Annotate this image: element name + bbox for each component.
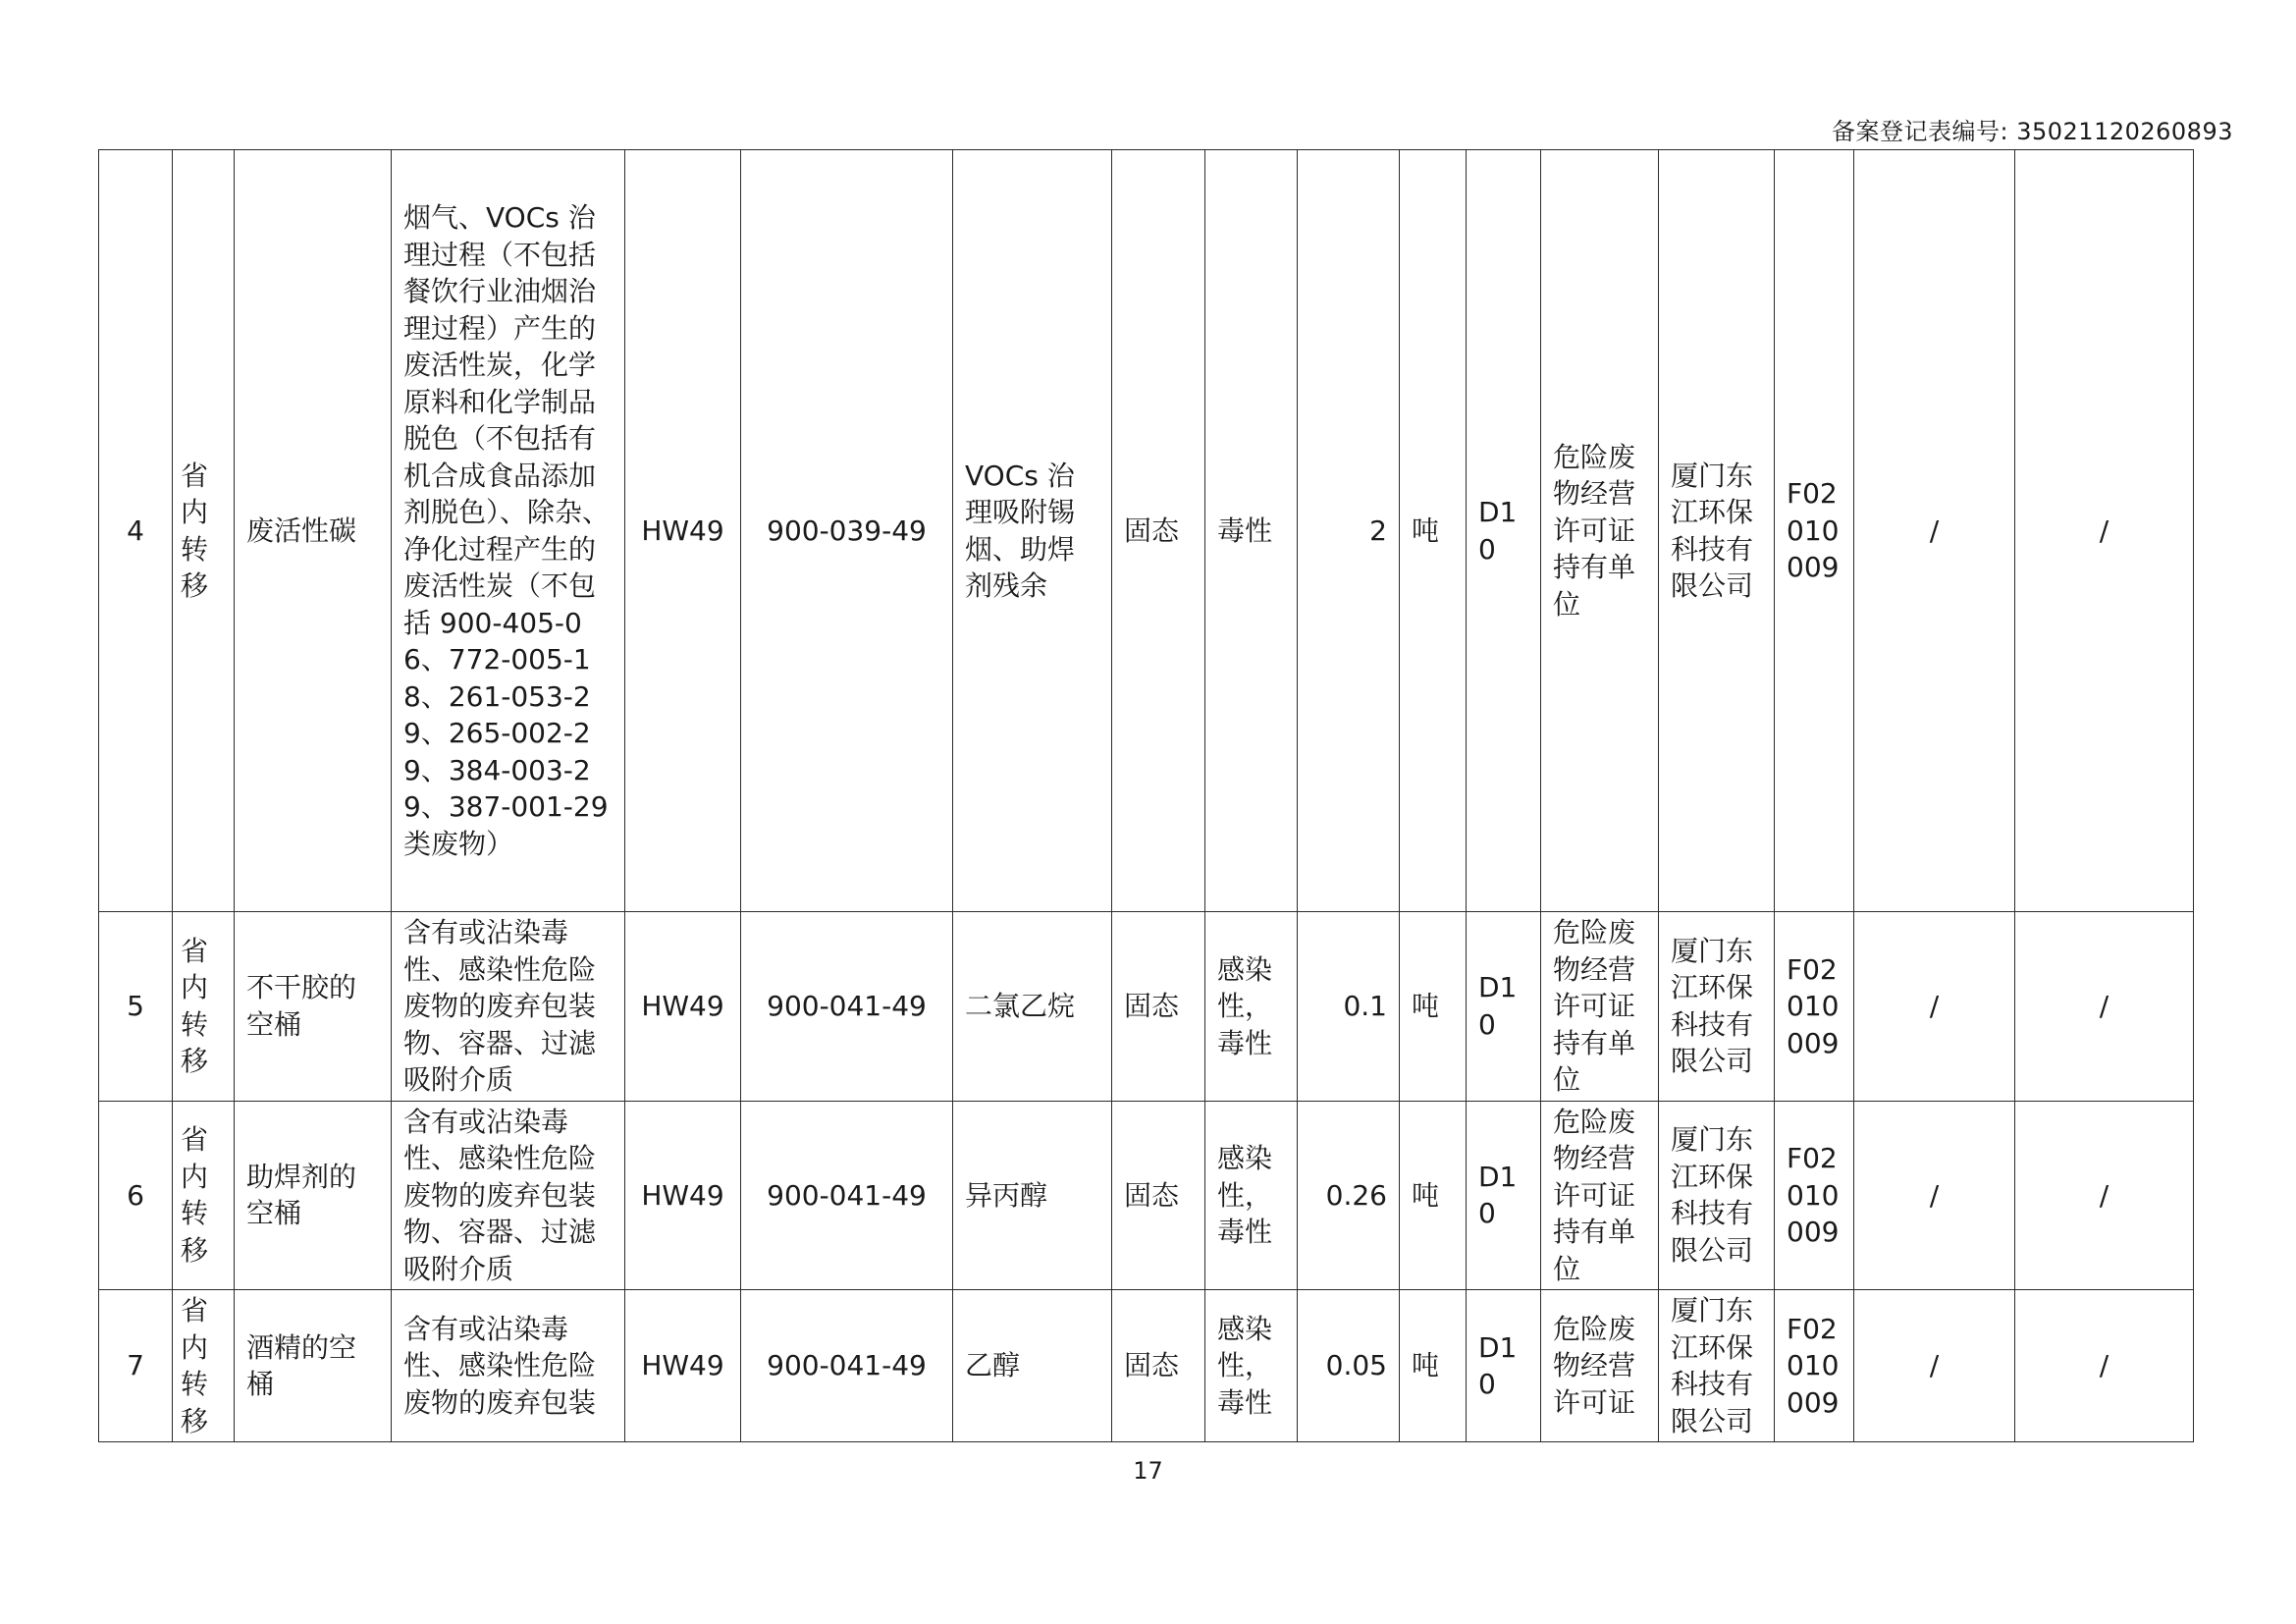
disposal-method: D10 bbox=[1467, 150, 1541, 912]
license-number: F02010009 bbox=[1775, 1290, 1854, 1442]
physical-form: 固态 bbox=[1112, 912, 1205, 1102]
waste-name: 废活性碳 bbox=[235, 150, 392, 912]
extra-column-1: / bbox=[1854, 150, 2015, 912]
receiver-company: 厦门东江环保科技有限公司 bbox=[1659, 1101, 1775, 1290]
hazard-property: 感染性，毒性 bbox=[1205, 912, 1298, 1102]
waste-category: HW49 bbox=[625, 912, 741, 1102]
waste-category: HW49 bbox=[625, 150, 741, 912]
quantity: 2 bbox=[1298, 150, 1400, 912]
extra-column-1: / bbox=[1854, 1101, 2015, 1290]
extra-column-2: / bbox=[2015, 1290, 2194, 1442]
disposal-method: D10 bbox=[1467, 1101, 1541, 1290]
hazard-property: 感染性，毒性 bbox=[1205, 1290, 1298, 1442]
waste-code: 900-041-49 bbox=[741, 1290, 953, 1442]
disposal-method: D10 bbox=[1467, 1290, 1541, 1442]
quantity: 0.05 bbox=[1298, 1290, 1400, 1442]
table-row bbox=[99, 912, 2194, 1102]
waste-name: 酒精的空桶 bbox=[235, 1290, 392, 1442]
receiver-company: 厦门东江环保科技有限公司 bbox=[1659, 912, 1775, 1102]
hazardous-component: 异丙醇 bbox=[953, 1101, 1112, 1290]
hazard-property: 毒性 bbox=[1205, 150, 1298, 912]
license-number: F02010009 bbox=[1775, 912, 1854, 1102]
waste-name: 不干胶的空桶 bbox=[235, 912, 392, 1102]
waste-source: 含有或沾染毒性、感染性危险废物的废弃包装物、容器、过滤吸附介质 bbox=[392, 1101, 625, 1290]
extra-column-2: / bbox=[2015, 1101, 2194, 1290]
license-number: F02010009 bbox=[1775, 1101, 1854, 1290]
hazard-property: 感染性，毒性 bbox=[1205, 1101, 1298, 1290]
waste-name: 助焊剂的空桶 bbox=[235, 1101, 392, 1290]
extra-column-1: / bbox=[1854, 912, 2015, 1102]
extra-column-2: / bbox=[2015, 912, 2194, 1102]
transfer-type: 省内转移 bbox=[173, 1290, 235, 1442]
receiver-company: 厦门东江环保科技有限公司 bbox=[1659, 150, 1775, 912]
physical-form: 固态 bbox=[1112, 1101, 1205, 1290]
waste-category: HW49 bbox=[625, 1101, 741, 1290]
receiver-company: 厦门东江环保科技有限公司 bbox=[1659, 1290, 1775, 1442]
unit: 吨 bbox=[1400, 150, 1467, 912]
waste-source: 含有或沾染毒性、感染性危险废物的废弃包装物、容器、过滤吸附介质 bbox=[392, 912, 625, 1102]
hazardous-component: 二氯乙烷 bbox=[953, 912, 1112, 1102]
waste-code: 900-039-49 bbox=[741, 150, 953, 912]
physical-form: 固态 bbox=[1112, 150, 1205, 912]
waste-category: HW49 bbox=[625, 1290, 741, 1442]
unit: 吨 bbox=[1400, 1101, 1467, 1290]
transfer-type: 省内转移 bbox=[173, 150, 235, 912]
receiver-type: 危险废物经营许可证持有单位 bbox=[1541, 150, 1659, 912]
hazardous-component: 乙醇 bbox=[953, 1290, 1112, 1442]
disposal-method: D10 bbox=[1467, 912, 1541, 1102]
transfer-type: 省内转移 bbox=[173, 1101, 235, 1290]
quantity: 0.26 bbox=[1298, 1101, 1400, 1290]
quantity: 0.1 bbox=[1298, 912, 1400, 1102]
row-index: 5 bbox=[99, 912, 173, 1102]
row-index: 4 bbox=[99, 150, 173, 912]
physical-form: 固态 bbox=[1112, 1290, 1205, 1442]
filing-number-label: 备案登记表编号: bbox=[1831, 118, 2009, 145]
receiver-type: 危险废物经营许可证持有单位 bbox=[1541, 1101, 1659, 1290]
table-row bbox=[99, 150, 2194, 912]
filing-number bbox=[1832, 112, 2233, 146]
table-row bbox=[99, 1290, 2194, 1442]
row-index: 7 bbox=[99, 1290, 173, 1442]
extra-column-1: / bbox=[1854, 1290, 2015, 1442]
receiver-type: 危险废物经营许可证持有单位 bbox=[1541, 912, 1659, 1102]
table-row bbox=[99, 1101, 2194, 1290]
waste-source: 含有或沾染毒性、感染性危险废物的废弃包装 bbox=[392, 1290, 625, 1442]
license-number: F02010009 bbox=[1775, 150, 1854, 912]
receiver-type: 危险废物经营许可证 bbox=[1541, 1290, 1659, 1442]
extra-column-2: / bbox=[2015, 150, 2194, 912]
transfer-type: 省内转移 bbox=[173, 912, 235, 1102]
waste-code: 900-041-49 bbox=[741, 912, 953, 1102]
hazardous-component: VOCs 治理吸附锡烟、助焊剂残余 bbox=[953, 150, 1112, 912]
waste-code: 900-041-49 bbox=[741, 1101, 953, 1290]
page-number: 17 bbox=[1133, 1457, 1163, 1485]
waste-source: 烟气、VOCs 治理过程（不包括餐饮行业油烟治理过程）产生的废活性炭，化学原料和化学制品脱色（不包括有机合成食品添加剂脱色）、除杂、净化过程产生的废活性炭（不包括 900-405-06、772-005-18、261-053-29、265-002-29、384-003-29、387-001-29 类废物） bbox=[392, 150, 625, 912]
unit: 吨 bbox=[1400, 912, 1467, 1102]
unit: 吨 bbox=[1400, 1290, 1467, 1442]
row-index: 6 bbox=[99, 1101, 173, 1290]
filing-number-value: 35021120260893 bbox=[2016, 118, 2233, 145]
hazardous-waste-table bbox=[98, 149, 2194, 1442]
